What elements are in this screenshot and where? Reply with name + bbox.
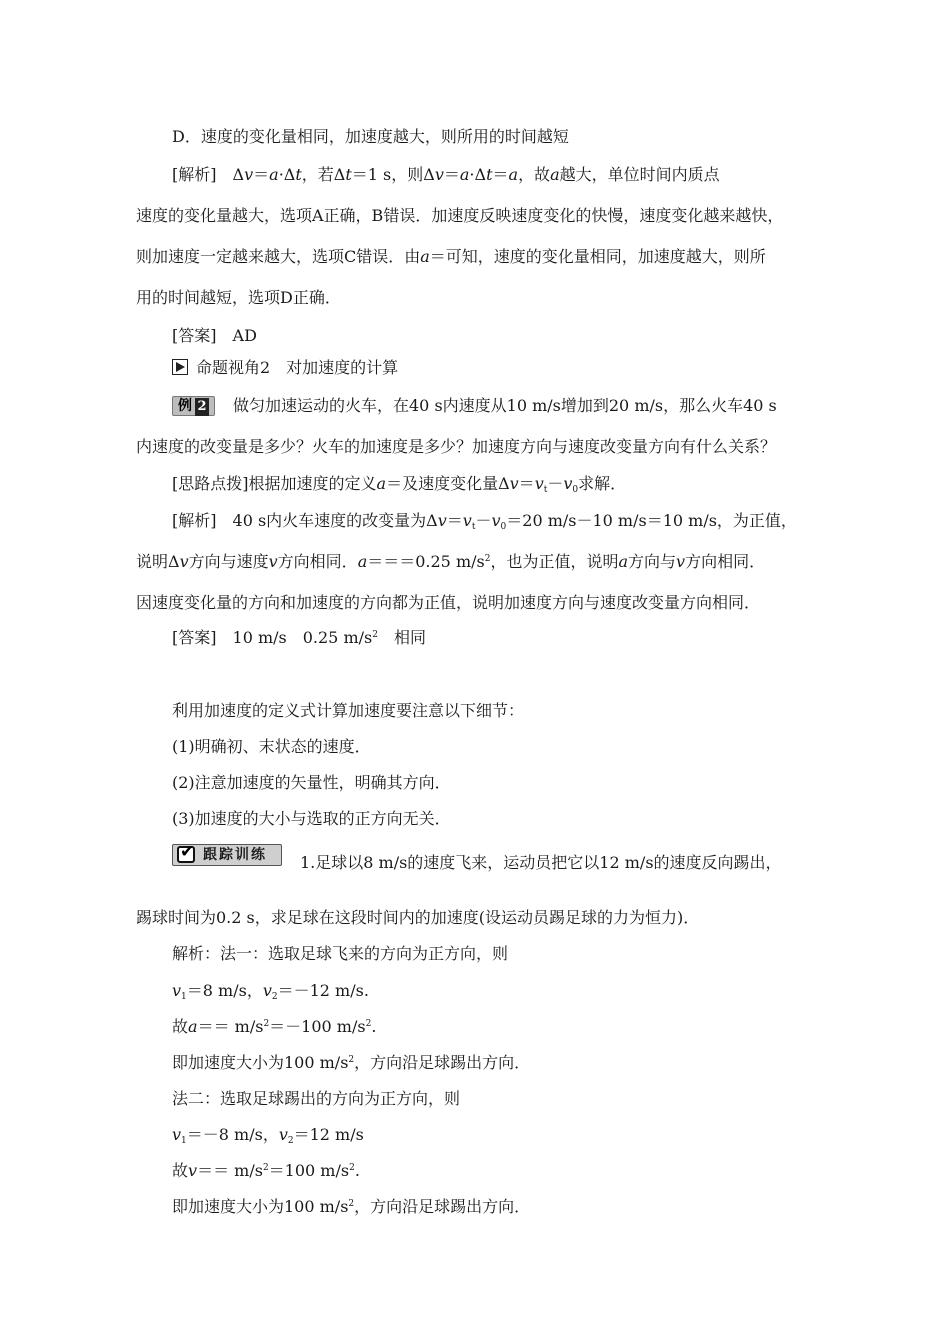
- var: v: [262, 981, 272, 1000]
- var: v: [534, 474, 544, 493]
- text: Δ: [232, 165, 245, 184]
- analysis-1-line-4: 用的时间越短，选项D正确．: [136, 288, 341, 307]
- answer-1: [172, 325, 257, 347]
- subscript: 2: [287, 1136, 294, 1146]
- var: v: [676, 552, 686, 571]
- var: v: [462, 511, 472, 530]
- var: a: [357, 552, 368, 571]
- text: ＝100 m/s: [268, 1161, 350, 1180]
- var: v: [491, 511, 501, 530]
- text: －: [547, 474, 564, 493]
- solution-method-1-conclusion: [172, 1052, 530, 1074]
- subscript: 1: [181, 1136, 187, 1146]
- subscript: t: [471, 522, 476, 532]
- analysis-2-line-1: [172, 510, 797, 532]
- text: ＝可知，速度的变化量相同，加速度越大，则所: [429, 247, 766, 266]
- text: 则加速度一定越来越大，选项C错误．由: [136, 247, 421, 266]
- text: ＝＝＝0.25 m/s: [367, 552, 485, 571]
- example-2-line-1: [172, 395, 777, 417]
- analysis-1-line-1: [172, 164, 720, 186]
- text: 求解．: [578, 474, 627, 493]
- analysis-2-line-3: 因速度变化量的方向和加速度的方向都为正值，说明加速度方向与速度改变量方向相同．: [136, 593, 761, 612]
- analysis-1-line-2: 速度的变化量越大，选项A正确，B错误．加速度反映速度变化的快慢，速度变化越来越快，: [136, 206, 784, 225]
- text: 10 m/s 0.25 m/s: [232, 628, 373, 647]
- var: v: [172, 981, 182, 1000]
- subscript: t: [543, 485, 548, 495]
- text: 故: [172, 1161, 189, 1180]
- var: v: [509, 474, 519, 493]
- solution-method-1-velocities: [172, 980, 369, 1002]
- var: v: [434, 165, 444, 184]
- text: 1.足球以8 m/s的速度飞来，运动员把它以12 m/s的速度反向踢出，: [300, 853, 782, 872]
- text: ＝: [253, 165, 270, 184]
- superscript: 2: [262, 1163, 269, 1173]
- var: a: [618, 552, 629, 571]
- var: t: [295, 165, 302, 184]
- perspective-label: 命题视角2 对加速度的计算: [196, 358, 399, 377]
- text: 方向与: [628, 552, 677, 571]
- var: v: [172, 1125, 182, 1144]
- example-badge-text: 例: [178, 398, 192, 414]
- text: ，若Δ: [301, 165, 346, 184]
- text: －: [475, 511, 492, 530]
- text: ＝: [443, 165, 460, 184]
- text: 方向与速度: [188, 552, 269, 571]
- training-badge: [172, 844, 282, 866]
- solution-method-2-conclusion: [172, 1196, 530, 1218]
- text: .: [371, 1017, 377, 1036]
- solution-method-2-accel: [172, 1160, 360, 1182]
- superscript: 2: [263, 1019, 270, 1029]
- analysis-tag: [解析]: [172, 165, 217, 184]
- solution-method-1-accel: [172, 1016, 376, 1038]
- var: v: [188, 1161, 198, 1180]
- notes-item: (1)明确初、末状态的速度．: [172, 737, 371, 756]
- text: ＝: [518, 474, 535, 493]
- text: 即加速度大小为100 m/s: [172, 1197, 349, 1216]
- text: ·Δ: [469, 165, 487, 184]
- training-line-2: 踢球时间为0.2 s，求足球在这段时间内的加速度(设运动员踢足球的力为恒力)．: [136, 908, 700, 927]
- text: 越大，单位时间内质点: [559, 165, 720, 184]
- text: 说明Δ: [136, 552, 180, 571]
- analysis-2-line-2: [136, 551, 765, 573]
- text: ＝: [446, 511, 463, 530]
- var: v: [268, 552, 278, 571]
- var: a: [188, 1017, 198, 1036]
- option-d: D．速度的变化量相同，加速度越大，则所用的时间越短: [172, 127, 569, 146]
- text: 方向相同．: [685, 552, 766, 571]
- text: ＝12 m/s: [293, 1125, 364, 1144]
- text: ＝8 m/s，: [186, 981, 263, 1000]
- training-line-1: [172, 844, 782, 872]
- var: v: [563, 474, 573, 493]
- answer-value: AD: [232, 326, 257, 345]
- text: .: [354, 1161, 360, 1180]
- text: ＝及速度变化量Δ: [386, 474, 510, 493]
- text: ，方向沿足球踢出方向．: [354, 1197, 531, 1216]
- superscript: 2: [365, 1019, 372, 1029]
- example-badge: [172, 396, 215, 416]
- text: ，方向沿足球踢出方向．: [354, 1053, 531, 1072]
- text: 方向相同．: [277, 552, 358, 571]
- var: v: [278, 1125, 288, 1144]
- solution-method-2-velocities: [172, 1124, 364, 1146]
- text: ，故: [518, 165, 551, 184]
- text: ＝: [492, 165, 509, 184]
- subscript: 0: [572, 485, 579, 495]
- text: ＝＝ m/s: [197, 1017, 264, 1036]
- perspective-heading: [172, 357, 398, 379]
- var: v: [244, 165, 254, 184]
- text: ·Δ: [278, 165, 296, 184]
- var: a: [550, 165, 560, 184]
- subscript: 1: [181, 992, 187, 1002]
- check-icon: [177, 846, 195, 863]
- text: 即加速度大小为100 m/s: [172, 1053, 349, 1072]
- superscript: 2: [484, 554, 491, 564]
- var: a: [508, 165, 519, 184]
- hint-tag: [思路点拨]: [172, 474, 249, 493]
- text: 40 s内火车速度的改变量为Δ: [232, 511, 438, 530]
- solution-method-2-title: 法二：选取足球踢出的方向为正方向，则: [172, 1089, 461, 1108]
- subscript: 2: [271, 992, 278, 1002]
- text: ＝－12 m/s.: [277, 981, 369, 1000]
- text: ＝20 m/s－10 m/s＝10 m/s，为正值，: [506, 511, 797, 530]
- subscript: 0: [500, 522, 507, 532]
- play-triangle-icon: [172, 359, 188, 375]
- answer-tag: [答案]: [172, 326, 217, 345]
- example-badge-number: 2: [195, 398, 209, 416]
- text: ＝1 s，则Δ: [351, 165, 435, 184]
- var: a: [459, 165, 470, 184]
- superscript: 2: [348, 1055, 355, 1065]
- superscript: 2: [372, 630, 378, 640]
- text: ＝－8 m/s，: [186, 1125, 279, 1144]
- var: a: [269, 165, 279, 184]
- superscript: 2: [348, 1199, 355, 1209]
- answer-2: [172, 627, 426, 649]
- text: ＝＝ m/s: [197, 1161, 263, 1180]
- notes-item: (3)加速度的大小与选取的正方向无关．: [172, 809, 451, 828]
- var: t: [486, 165, 493, 184]
- analysis-tag: [解析]: [172, 511, 217, 530]
- var: t: [345, 165, 352, 184]
- text: 做匀加速运动的火车，在40 s内速度从10 m/s增加到20 m/s，那么火车40 s: [233, 396, 777, 415]
- analysis-1-line-3: [136, 246, 766, 268]
- var: a: [376, 474, 387, 493]
- training-badge-label: 跟踪训练: [203, 847, 267, 863]
- example-2-line-2: 内速度的改变量是多少？火车的加速度是多少？加速度方向与速度改变量方向有什么关系？: [136, 437, 777, 456]
- var: v: [437, 511, 447, 530]
- notes-item: (2)注意加速度的矢量性，明确其方向．: [172, 773, 451, 792]
- notes-intro: 利用加速度的定义式计算加速度要注意以下细节：: [172, 701, 525, 720]
- hint-line: [172, 473, 626, 495]
- answer-tag: [答案]: [172, 628, 217, 647]
- text: 相同: [377, 628, 426, 647]
- text: 故: [172, 1017, 189, 1036]
- var: a: [420, 247, 430, 266]
- text: 根据加速度的定义: [248, 474, 377, 493]
- text: ，也为正值，说明: [490, 552, 619, 571]
- solution-method-1-title: 解析：法一：选取足球飞来的方向为正方向，则: [172, 944, 509, 963]
- var: v: [179, 552, 189, 571]
- text: ＝－100 m/s: [269, 1017, 366, 1036]
- superscript: 2: [349, 1163, 355, 1173]
